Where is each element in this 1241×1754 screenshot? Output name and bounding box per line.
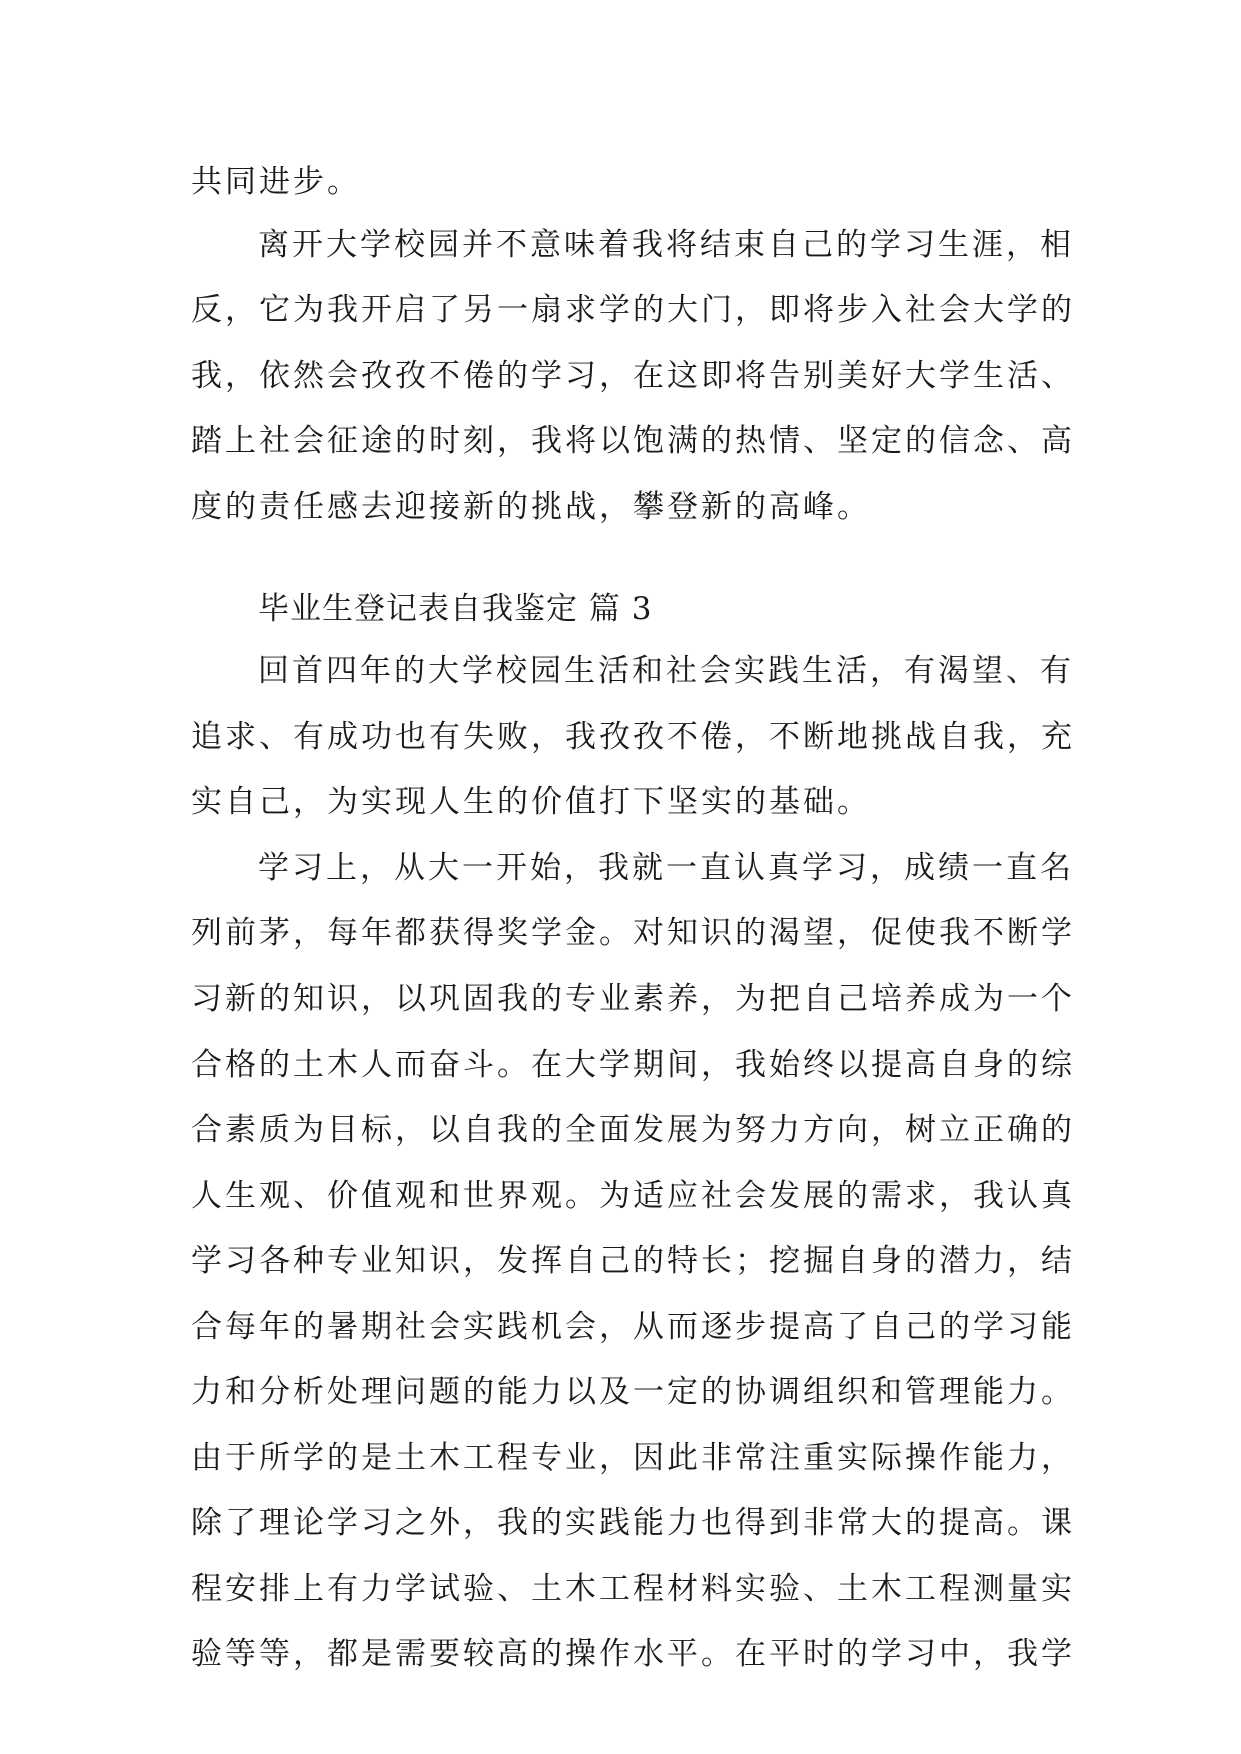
- paragraph-line: 反，它为我开启了另一扇求学的大门，即将步入社会大学的: [191, 292, 1075, 328]
- paragraph-line: 学习上，从大一开始，我就一直认真学习，成绩一直名: [258, 850, 1074, 886]
- paragraph-line: 回首四年的大学校园生活和社会实践生活，有渴望、有: [258, 653, 1074, 689]
- paragraph-line: 列前茅，每年都获得奖学金。对知识的渴望，促使我不断学: [191, 915, 1075, 951]
- paragraph-line: 程安排上有力学试验、土木工程材料实验、土木工程测量实: [191, 1571, 1075, 1607]
- paragraph-line: 离开大学校园并不意味着我将结束自己的学习生涯，相: [258, 227, 1074, 263]
- paragraph-line: 追求、有成功也有失败，我孜孜不倦，不断地挑战自我，充: [191, 719, 1075, 755]
- paragraph-line: 验等等，都是需要较高的操作水平。在平时的学习中，我学: [191, 1636, 1075, 1672]
- paragraph-line: 共同进步。: [191, 164, 361, 200]
- paragraph-line: 度的责任感去迎接新的挑战，攀登新的高峰。: [191, 489, 871, 525]
- paragraph-line: 除了理论学习之外，我的实践能力也得到非常大的提高。课: [191, 1505, 1075, 1541]
- paragraph-line: 合素质为目标，以自我的全面发展为努力方向，树立正确的: [191, 1112, 1075, 1148]
- paragraph-line: 人生观、价值观和世界观。为适应社会发展的需求，我认真: [191, 1178, 1075, 1214]
- paragraph-line: 我，依然会孜孜不倦的学习，在这即将告别美好大学生活、: [191, 358, 1075, 394]
- paragraph-line: 由于所学的是土木工程专业，因此非常注重实际操作能力，: [191, 1440, 1075, 1476]
- paragraph-line: 力和分析处理问题的能力以及一定的协调组织和管理能力。: [191, 1374, 1075, 1410]
- paragraph-line: 合格的土木人而奋斗。在大学期间，我始终以提高自身的综: [191, 1047, 1075, 1083]
- paragraph-line: 学习各种专业知识，发挥自己的特长；挖掘自身的潜力，结: [191, 1243, 1075, 1279]
- paragraph-line: 合每年的暑期社会实践机会，从而逐步提高了自己的学习能: [191, 1309, 1075, 1345]
- paragraph-line: 踏上社会征途的时刻，我将以饱满的热情、坚定的信念、高: [191, 423, 1075, 459]
- section-title: 毕业生登记表自我鉴定 篇 3: [258, 591, 653, 627]
- paragraph-line: 习新的知识，以巩固我的专业素养，为把自己培养成为一个: [191, 981, 1075, 1017]
- paragraph-line: 实自己，为实现人生的价值打下坚实的基础。: [191, 784, 871, 820]
